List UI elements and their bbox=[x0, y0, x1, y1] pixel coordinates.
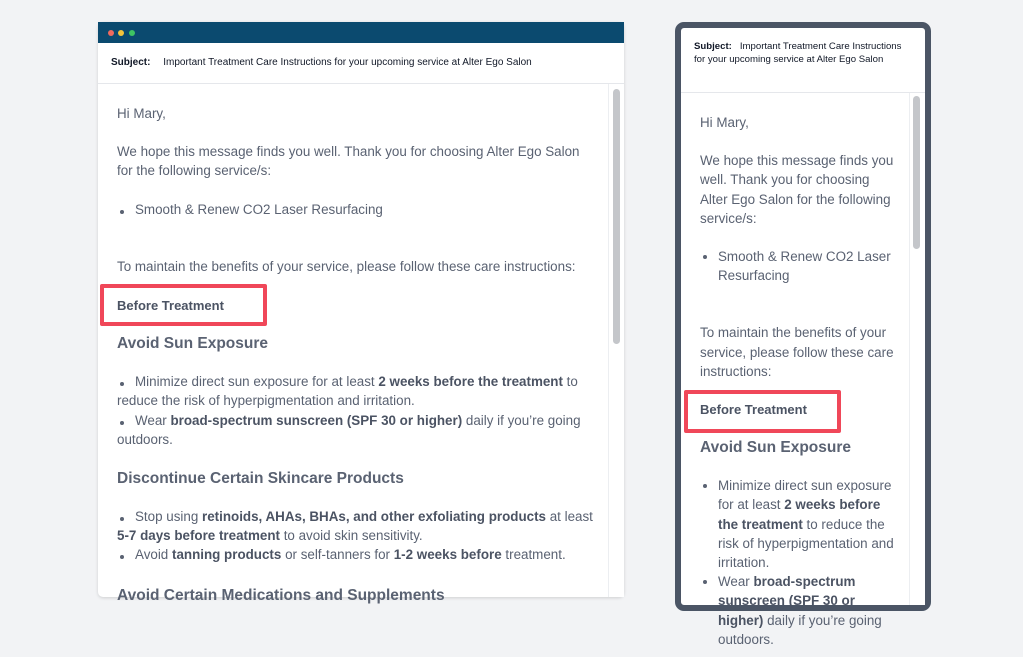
list-item: Avoid tanning products or self-tanners for 1-2 weeks before treatment. bbox=[135, 547, 566, 563]
list-item: Stop using retinoids, AHAs, BHAs, and other exfoliating products at least 5-7 days before treatment to avoid skin sensitivity. bbox=[117, 509, 593, 544]
section-list bbox=[117, 507, 597, 565]
email-body[interactable] bbox=[98, 84, 624, 604]
email-content bbox=[117, 104, 597, 607]
subject-label: Subject: bbox=[111, 57, 151, 68]
section-heading: Discontinue Certain Skincare Products bbox=[117, 470, 404, 488]
subject-label: Subject: bbox=[694, 41, 732, 52]
list-item: Minimize direct sun exposure for at least 2 weeks before the treatment to reduce the risk of hyperpigmentation and irritation. bbox=[117, 374, 578, 409]
vertical-scrollbar[interactable] bbox=[909, 93, 925, 605]
list-item: Wear broad-spectrum sunscreen (SPF 30 or higher) daily if you’re going outdoors. bbox=[117, 412, 581, 447]
scrollbar-thumb[interactable] bbox=[613, 89, 620, 344]
before-treatment-label: Before Treatment bbox=[117, 298, 224, 314]
mobile-email-preview bbox=[675, 22, 931, 647]
vertical-scrollbar[interactable] bbox=[608, 84, 624, 597]
section-heading: Avoid Sun Exposure bbox=[700, 439, 852, 457]
service-list bbox=[700, 247, 895, 285]
close-window-dot-icon[interactable] bbox=[108, 30, 114, 36]
care-intro: To maintain the benefits of your service, please follow these care instructions: bbox=[700, 325, 894, 379]
section-list bbox=[700, 476, 895, 649]
service-item: Smooth & Renew CO2 Laser Resurfacing bbox=[135, 201, 383, 217]
before-treatment-label: Before Treatment bbox=[700, 402, 807, 418]
subject-text: Important Treatment Care Instructions for your upcoming service at Alter Ego Salon bbox=[694, 41, 902, 65]
intro-text: We hope this message finds you well. Thank you for choosing Alter Ego Salon for the following service/s: bbox=[117, 144, 580, 179]
greeting: Hi Mary, bbox=[117, 106, 166, 121]
highlight-box bbox=[684, 390, 841, 433]
window-titlebar bbox=[98, 22, 624, 43]
intro-text: We hope this message finds you well. Thank you for choosing Alter Ego Salon for the following service/s: bbox=[700, 153, 894, 226]
scrollbar-thumb[interactable] bbox=[913, 96, 920, 249]
email-body[interactable] bbox=[681, 93, 925, 647]
section-list bbox=[117, 372, 597, 449]
greeting: Hi Mary, bbox=[700, 115, 749, 130]
desktop-email-preview bbox=[98, 22, 624, 604]
highlight-box bbox=[100, 284, 267, 326]
email-content bbox=[700, 113, 895, 649]
list-item: Minimize direct sun exposure for at least 2 weeks before the treatment to reduce the risk of hyperpigmentation and irritation. bbox=[700, 476, 895, 572]
section-heading: Avoid Certain Medications and Supplements bbox=[117, 586, 445, 604]
care-intro: To maintain the benefits of your service, please follow these care instructions: bbox=[117, 258, 576, 274]
maximize-window-dot-icon[interactable] bbox=[129, 30, 135, 36]
email-subject-line bbox=[98, 43, 624, 84]
minimize-window-dot-icon[interactable] bbox=[118, 30, 124, 36]
email-subject-line bbox=[681, 28, 925, 93]
subject-text: Important Treatment Care Instructions for your upcoming service at Alter Ego Salon bbox=[163, 57, 532, 68]
section-heading: Avoid Sun Exposure bbox=[117, 335, 269, 353]
service-list bbox=[117, 200, 597, 219]
list-item: Wear broad-spectrum sunscreen (SPF 30 or higher) daily if you’re going outdoors. bbox=[700, 572, 895, 649]
service-item: Smooth & Renew CO2 Laser Resurfacing bbox=[700, 247, 895, 285]
